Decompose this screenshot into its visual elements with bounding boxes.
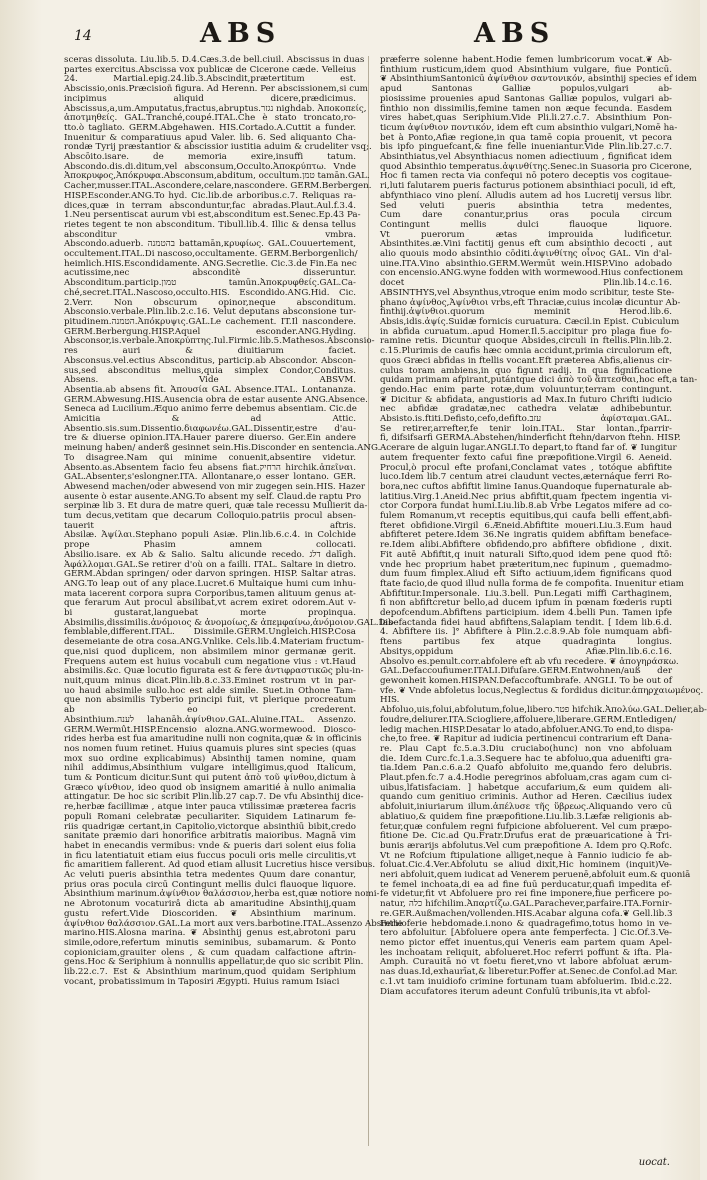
text-line: Absinthium marinum.ἀψίνθιον θαλάσσιον,herba est,quæ notiore nomi- [64, 889, 380, 900]
text-line: tero abfoluitur. [Abfoluere opera ante femperfecta. ] Cic.Of.3.Ve- [380, 928, 672, 939]
text-line: ticum ἀψίνθιον ποντικόν, idem eft cum absinthio vulgari,Nomē ha- [380, 122, 678, 133]
text-line: Frequens autem est huius vocabuli cum negatione vius : vt.Haud [64, 656, 356, 667]
text-line: rietes tegent te non absconditum. Tibull.lib.4. Illic & densa tellus [64, 219, 356, 230]
text-line: absconditur vmbra. [64, 229, 356, 240]
text-line: Absimilis,dissimilis.ἀνόμοιος & ἀνομοίως,& ἀπεμφαίνω,ἀνόμοιον.GAL.Dis- [64, 617, 396, 628]
text-line: ἀποτμηθείς. GAL.Tranché,coupé.ITAL.Che è stato troncato,ro- [64, 113, 356, 124]
text-line: Absento.as.Absentem facio feu absens fiat.הרחיק hirchik.ἀπεῖναι. [64, 462, 356, 473]
text-line: bet à Ponto,Afiæ regione,in qua tamē copia prouenit, vt pecora [380, 132, 672, 143]
text-line: Amicitia & ad Attic. [64, 414, 356, 425]
text-line: abfoluit,iniuriarum illum.ἀπέλυσε τῆς ὕβρεως.Aliquando vero cū [380, 802, 672, 813]
text-line: Abfoluo,uis,folui,abfolutum,folue,libero.פטר hifchik.Ἀπολύω.GAL.Delier,ab- [380, 705, 707, 716]
text-line: ché,secret.ITAL.Nascoso,occulto.HIS. Escondido.ANG.Hid. Cic. [64, 287, 356, 298]
running-head-left: ABS [200, 18, 282, 49]
left-column [64, 55, 407, 1156]
text-line: vocant, probatissimum in Taposiri Ægypti. Huius ramum Isiaci [64, 976, 340, 987]
text-line: Ac veluti pueris absinthia tetra medentes Quum dare conantur, [64, 870, 356, 881]
text-line: fetur,quæ confulem regni fufpicione abfoluerent. Vel cum præpo- [380, 821, 672, 832]
text-line: fulem Romanum,vt receptis equitibus,qui caufa belli effent,abfi- [380, 511, 672, 522]
text-line: in ficu latentiatuit etiam eius fuccus poculi oris melle circulitis,vt [64, 850, 356, 861]
text-line: sceras dissoluta. Liu.lib.5. D.4.Cæs.3.de bell.ciuil. Abscissus in duas [64, 55, 365, 65]
text-line: Absilæ. Ἀψίλαι.Stephano populi Asiæ. Plin.lib.6.c.4. in Colchide [64, 530, 356, 541]
text-line: foudre,deliurer.ITA.Sciogliere,affoluere,liberare.GERM.Entledigen/ [380, 714, 676, 725]
text-line: vnde hec proprium habet præteritum,nec fupinum , quemadmo- [380, 559, 672, 570]
text-line: bunis ærarijs abfolutus.Vel cum præpofitione A. Idem pro Q.Rofc. [380, 840, 672, 851]
text-line: che,to free. ❦ Rapitur ad iudicia pertinencui contrarium eft Dana- [380, 734, 672, 745]
text-line: gustu refert.Vide Dioscoriden. ❦ Absinthium marinum. [64, 908, 356, 919]
text-line: ri,luti falutarem pueris facturus potionem absinthiaci poculi, id eft, [380, 181, 676, 192]
text-line: que non absimilis Tyberio principi fuit, vt plerique procreatum [64, 695, 356, 706]
text-line: nec abfidæ gradatæ,nec cathedra velatæ adhibebuntur. [380, 404, 672, 415]
text-line: Absitys,oppidum Afiæ.Plin.lib.6.c.16. [380, 646, 672, 657]
text-line: GAL.Absenter,s'eslongner.ITA. Allontanare,o esser lontano. GER. [64, 472, 356, 483]
text-line: Cacher,musser.ITAL.Ascondere,celare,nascondere. GERM.Berbergen. [64, 181, 372, 192]
text-line: re.GER.Außmachen/vollenden.HIS.Acabar alguna cofa.❦ Gell.lib.3 [380, 908, 673, 919]
text-line: Seneca ad Lucilium.Æquo animo ferre debemus absentiam. Cic.de [64, 404, 357, 415]
text-columns [64, 55, 707, 1156]
text-line: Absconsor,is.verbale.Ἀποκρύπτης.Iul.Firmic.lib.5.Mathesos.Absconsio- [64, 336, 375, 347]
text-line: GERM.Berbergung.HISP.Aquel esconder.ANG.Hyding. [64, 326, 356, 337]
text-line: ramine retis. Dicuntur quoque Absides,circuli in ftellis.Plin.lib.2. [380, 336, 672, 347]
text-line: Absens. Vide ABSVM. [64, 375, 356, 386]
text-line: riis quadrigæ certant,in Capitolio,victorque absinthiū bibit,credo [64, 821, 356, 832]
text-line: die. Idem Curc.fc.1.a.3.Sequere hac te abfoluo,qua aduenifti gra- [380, 753, 672, 764]
text-line: Ἀφάλλομαι.GAL.Se retirer d'où on a failli. ITAL. Saltare in dietro. [64, 559, 356, 570]
text-line: quidam primam afpirant,putántque dici ἀπὸ τοῦ ἅπτεσθαι,hoc eft,a tan- [380, 375, 698, 386]
text-line: 2.Verr. Non obscurum opinor,neque absconditum. [64, 297, 356, 308]
text-line: GAL.Defaccoufiumer.ITALI.Difuſare.GERM.Entwohnen/auß der [380, 666, 672, 677]
text-line: Absinthiatus,vel Absynthiacus nomen adiectiuum , fignificat idem [380, 152, 672, 163]
text-line: alio quouis modo absinthio cōditi.ἀψινθίτης οἶνος GAL. Vin d'al- [380, 249, 672, 260]
text-line: desemeiante de otra cosa.ANG.Vnlike. Cels.lib.4.Materiam fructum- [64, 637, 364, 648]
text-line: tia.Idem Pan.c.6.a.2 Quafo abfoluito me,quando fero delubris. [380, 763, 672, 774]
text-line: Sed veluti pueris absinthia tetra medentes, [380, 200, 672, 211]
text-line: Ferie ferie hebdomade.i.nono & quadragefimo,totus homo in ve- [380, 918, 672, 929]
text-line: GERM.Abdan springen/ oder darvon springen. HISP. Saltar atras. [64, 569, 356, 580]
text-line: Vt puerorum ætas improuida ludificetur. [380, 229, 672, 240]
text-line: fic amaritiem fallerent. Ad quod etiam allusit Lucretius hisce versibus. [64, 860, 376, 871]
text-line: Contingunt mellis dulci flauoque liquore. [380, 219, 672, 230]
text-line: Abfiftitur.Impersonale. Liu.3.bell. Pun.Legati miffi Carthaginem, [380, 588, 672, 599]
text-line: tum decus,vetitam que decarum Colloquio.patriis procul absen- [64, 511, 356, 522]
text-line: ANG.To leap out of any place.Lucret.6 Multaique humi cum inhu- [64, 578, 356, 589]
text-line: tum & Ponticum dicitur.Sunt qui putent ἀπὸ τοῦ ψίνθου,dictum à [64, 773, 356, 784]
text-line: occultement.ITAL.Di nascoso,occultamente. GERM.Berborgenlich/ [64, 249, 358, 260]
text-line: ledig machen.HISP.Desatar lo atado,abfoluer.ANG.To end,to dispa- [380, 724, 674, 735]
catchword: uocat. [638, 1157, 670, 1168]
text-line: Diam accufatores iterum adeunt Confulū tribunis,ita vt abfol- [380, 986, 651, 997]
page-number: 14 [74, 28, 92, 44]
text-line: rondæ Tyrij præstantior & abscissior iustitia aduim & crudeliter vsq;. [64, 142, 372, 153]
text-line: quod Absinthio temperatus.ἀψινθίτης.Senec.in Suasoria pro Cicerone, [380, 161, 692, 172]
text-line: GERM.Abwesung.HIS.Ausencia obra de estar ausente ANG.Absence. [64, 394, 368, 405]
text-line: finthium rusticum,idem quod Absinthium vulgare, fiue Ponticū. [380, 64, 672, 75]
text-line: serpinæ lib 3. Et dura de matre queri, quæ tale recessu Mullierit da- [64, 501, 368, 512]
text-line: depofcendum.Abfiftens participium. idem 4.belli Pun. Tamen ipfe [380, 608, 672, 619]
text-line: ftens partibus fex atque quadraginta longius. [380, 637, 672, 648]
text-line: copioniciam,grauiter olens , & cum quadam calfactione aftrin- [64, 947, 356, 958]
text-line: tto.ò tagliato. GERM.Abgehawen. HIS.Cortado.A.Cuttit a funder. [64, 122, 356, 133]
text-line: Abscondo.aduerb. בהטמנה battamān,κρυφίως. GAL.Couuertement, [64, 239, 356, 250]
text-line: 4. Abfiftere iis. ]° Abfiftere à Plin.2.c.8.9.Ab fole numquam abfi- [380, 627, 672, 638]
text-line: sanitate præmio dari honorifice arbitratis maioribus. Magnā vim [64, 831, 356, 842]
text-line: apud Santonas Galliæ populos,vulgari ab- [380, 84, 672, 95]
text-line: fe videtur,fit vt Abfoluere pro rei fine imponere,fiue perficere po- [380, 889, 672, 900]
text-line: Absconsio.verbale.Plin.lib.2.c.16. Velut deputans absconsione tur- [64, 307, 356, 318]
text-line: 24. Martial.epig.24.lib.3.Abscindit,prætertitum est. [64, 74, 356, 85]
text-line: 1.Neu persentiscat aurum vbi est,absconditum est.Senec.Ep.43 Pa- [64, 210, 361, 221]
text-line: gewonheit komen.HISPAN.Defaccoftumbrafe. ANGLI. To be out of [380, 676, 672, 686]
text-line: ctor Corpora fundat humi.Liu.lib.8.ab Vrbe Legatos mifere ad co- [380, 501, 672, 512]
text-line: fi, difsifsarfi GERMA.Abstehen/hinderficht ftehn/darvon ftehn. HISP. [380, 433, 681, 444]
text-line: HIS. [380, 695, 400, 706]
text-line: ablatiuo,& quidem fine præpofitione.Liu.lib.3.Læfæ religionis ab- [380, 811, 672, 822]
text-line: bi gustarat,languebat morte propinqua. [64, 608, 356, 619]
text-line: finthio non dissimilis,femine tamen non æque fecunda. Easdem [380, 103, 672, 114]
text-line: nemo pictor effet inuentus,qui Veneris eam partem quam Apel- [380, 937, 672, 948]
page-header [0, 14, 700, 48]
text-line: simile,odore,refertum minutis seminibus, subamarum. & Ponto [64, 937, 356, 948]
text-line: sus,sed absconditus melius,quia simplex Condor,Conditus. [64, 365, 356, 376]
text-line: uibus,lfatisfaciam. ] habetque accufarium,& eum quidem ali- [380, 782, 672, 793]
text-line: Procul,ò procul efte profani,Conclamat vates , totóque abfiftite [380, 462, 672, 473]
text-line: nuit,quum minus dicat.Plin.lib.8.c.33.Eminet rostrum vt in par- [64, 676, 356, 686]
text-line: rides herba est fua amaritudine nulli non cognita,quæ & in officinis [64, 734, 362, 745]
text-line: latitius.Virg.1.Aneid.Nec prius abfiftit,quam fpectem ingentia vi- [380, 491, 672, 502]
text-line: les inchoatam reliquit, abfolueret.Hoc referri poffunt & ifta. Pla- [380, 947, 672, 958]
text-line: ftate facio,de quod illud nulla forma de fe compofita. Inuenitur etiam [380, 578, 684, 589]
text-line: Absisto.is.ftiti.Defisto,cefo,defifto.עזב ἀφίσταμαι.GAL. [380, 414, 672, 425]
text-line: Ἀποκρυφος,Ἀπόκρυφα.Absconsum,abditum, occultum.טמן tamān.GAL. [64, 171, 370, 182]
text-line: ne Abrotonum vocaturirâ dicta ab amaritudine Absinthij,quam [64, 899, 356, 910]
text-line: Plaut.pfen.fc.7 a.4.Hodie peregrinos abfoluam,cras agam cum ci- [380, 773, 672, 784]
text-line: Absis,idis.ἀψίς.Suidæ fornicis curuatura. Cæcil.in Epist. Cubiculum [380, 316, 680, 327]
text-line: c.15.Plurimis de caufis hæc omnia accidunt,primia circulorum eft, [380, 346, 672, 357]
text-line: re,herbæ facillimæ , atque inter pauca vtilissimæ præterea facris [64, 802, 356, 813]
text-line: bis ipfo pinguefcant,& fine felle inueniantur.Vide Plin.lib.27.c.7. [380, 142, 672, 153]
text-line: dices,quæ in terram absconduntur,fac abradas.Plaut.Aul.f.3.4. [64, 200, 356, 211]
text-line: bora,nec cuftos abfiftit limine Ianus.Quandoque fupernaturale ab- [380, 481, 672, 492]
text-line: natur, כלה hifchilim.Ἀπαρτίζω.GAL.Parachever,parfaire.ITA.Fornir- [380, 899, 672, 910]
text-line: Abscissus,a,um.Amputatus,fractus,abruptus.נגזר nighdab. Ἀποκοπείς, [64, 103, 367, 114]
text-line: Absinthium.לענה lahanāh.ἀψίνθιον.GAL.Aluine.ITAL. Assenzo. [64, 714, 356, 725]
text-line: quando cum genitiuo criminis. Author ad Heren. Cæcilius iudex [380, 792, 672, 803]
text-line: con encensio.ANG.wyne fodden with wormewood.Hius confectionem [380, 268, 684, 279]
text-line: GERM.Wermût.HISP.Encensio alozna.ANG.wormewood. Diosco- [64, 724, 356, 735]
text-line: dum fuum fimplex.Aliud eft Sifto actiuum,idem fignificans quod [380, 569, 672, 580]
text-line: nas duas.Id,exhaurīat,& liberetur.Poffer at.Senec.de Confol.ad Mar. [380, 967, 678, 978]
text-line: tauerit aftris. [64, 520, 356, 531]
text-line: ABSINTHYS,vel Absynthus,vtroque enim modo scribitur, teste Ste- [380, 287, 675, 298]
text-line: Græco ψίνθιον, ideo quod ob insignem amaritié à nullo animalia [64, 782, 356, 793]
text-line: prope Phasim amnem collocati. [64, 540, 356, 551]
right-column [380, 55, 707, 1156]
text-line: te femel inchoata,di ea ad fine fuū perducatur,quafi impedita ef- [380, 879, 672, 890]
text-line: vires habet,quas Seriphium.Vide Pli.li.27.c.7. Absinthium Pon- [380, 113, 672, 124]
text-line: nos nomen fuum retinet. Huius quamuis plures sint species (quas [64, 743, 356, 754]
text-line: Fit autē Abfiftit,q inuit naturali Sifto,quod idem pene quod ftō: [380, 549, 672, 560]
text-line: foluat.Cic.4.Ver.Abfolutu se aliud dixit,Hic hominem (inquit)Ve- [380, 860, 672, 871]
text-line: acutissime,nec absconditè disseruntur. [64, 268, 356, 279]
text-line: Abscondo.dis.di.ditum,vel absconsum,Occulto.Ἀποκρύπτω. Vnde [64, 161, 356, 172]
text-line: que ferarum Aut procul absilibat,vt acrem exiret odorem.Aut v- [64, 598, 356, 609]
text-line: luco.Idem lib.7 centum atrei claudunt vectes,æternáque ferri Ro- [380, 472, 672, 483]
text-line: Absconditum.particip.טמון tamūn.Ἀποκρυφθείς.GAL.Ca- [64, 278, 356, 289]
text-line: femblable,different.ITAL. Dissimile.GERM.Ungleich.HISP.Cosa [64, 627, 356, 638]
text-line: To disagree.Nam qui minime conuenit,absentire videtur. [64, 452, 356, 463]
text-line: finthij.ἀψίνθιοι.quorum meminit Herod.lib.6. [380, 307, 672, 318]
text-line: gens.Hoc & Seriphium à nonnullis appellatur,de quo sic scribit Plin. [64, 957, 364, 968]
text-line: HISP.Esconder.ANG.To hyd. Cic.lib.de arboribus.c.7. Reliquas ra- [64, 190, 356, 201]
text-line: uine.ITA.Vino absinthio.GERM.Wermūt wein.HISP.Vino adobado [380, 258, 672, 269]
text-line: Hoc fi tamen recta via confequi nō potero deceptis vos cogitaue- [380, 171, 672, 182]
text-line: phano ἀψίνθος,Ἀψίνθιοι vrbs,eft Thraciæ,cuius incolæ dicuntur Ab- [380, 297, 681, 308]
text-line: abfynthiaco vino plení. Alludis autem ad hos Lucretij versus libr. [380, 190, 672, 201]
text-line: Cum dare conantur,prius oras pocula circum [380, 210, 672, 221]
text-line: pitudinem.הטמנה.Ἀπόκρυψις.GAL.Le cachement. IT.Il nascondere. [64, 316, 356, 327]
text-line: mata iacerent corpora supra Corporibus,tamen alituum genus at- [64, 588, 356, 599]
text-line: partes exercitus.Abscissa vox publicæ de Cicerone cæde. Velleius [64, 64, 356, 75]
text-line: heimlich.HIS.Escondidamente. ANG.Secretlie. Cic.3.de Fin.Ea nec [64, 258, 357, 269]
text-line: tre & diuerse opinion.ITA.Hauer parere diuerso. Ger.Ein andere [64, 433, 356, 444]
running-head-right: ABS [474, 18, 556, 49]
text-line: uo haud absimile sullo.hoc est alde simile. Suet.in Othone Tam- [64, 685, 356, 696]
text-line: fitione De. Cic.ad Qu.Fratr.Drufus erat de præuaricatione à Tri- [380, 831, 672, 842]
text-line: re. Plau Capt fc.5.a.3.Diu cruciabo(hunc) non vno abfoluam [380, 743, 672, 754]
text-line: Abscissio,onis.Præcisioñ figura. Ad Herenn. Per abscissionem,si cum [64, 84, 368, 95]
text-line: Acerare de alguin lugar.ANGLI.To depart,to ftand far of. ❦ Iungitur [380, 443, 677, 454]
text-line: ❦ Dicitur & abfidata, angustioris ad Max.In futuro Chrifti iudicio [380, 394, 672, 405]
text-line: re.Idem alibi.Abfiftere obfidendo,pro abfiftere obfidione , dixit. [380, 540, 672, 551]
text-line: c.1.vt tam inuidiofo crimine fortunam tuam abfoluerim. Ibid.c.22. [380, 976, 672, 987]
text-line: ab eo crederent. [64, 705, 356, 716]
text-line: fteret obfidione.Virgil 6.Æneid.Abfiftite moueri.Liu.3.Eum haud [380, 520, 672, 531]
text-line: fi non abfiftcretur bello,ad ducem ipfum in pœnam fœderis rupti [380, 598, 672, 609]
text-line: culus toram ambiens,in quo figunt radij. In qua fignificatione [380, 365, 672, 376]
text-line: abfifteret petere.Idem 36.Ne ingratis quidem abfiftam beneface- [380, 530, 672, 541]
text-line: prius oras pocula circū Contingunt mellis dulci flauoque liquore. [64, 879, 356, 890]
text-line: res auri & diuitiarum faciet. [64, 346, 356, 357]
text-line: habet in enecandis vermibus: vnde & pueris dari solent eius folia [64, 840, 356, 851]
text-line: absimilis.&c. Quæ locutio figurata est & fere ἀντιφραστικῶς plu-in- [64, 666, 364, 677]
text-line: Se retirer,arrefter,fe tenir loin.ITAL. Star lontan.,fparrir- [380, 423, 672, 434]
text-line: præferre solenne habent.Hodie femen lumbricorum vocat.❦ Ab- [380, 55, 672, 65]
text-line: ἀψίνθιον θαλάσσιον.GAL.La mort aux vers.barbotine.ITAL.Assenzo Absinthio [64, 918, 407, 929]
text-line: ❦ AbsinthiumSantonicū ἀψίνθιον σαντονικόν, absinthij species ef idem [380, 74, 697, 85]
text-line: attingatur. De hoc sic scribit Plin.lib.27 cap.7. De vfu Absinthij dice- [64, 792, 364, 803]
text-line: mox suo ordine explicabimus) Absinthij tamen nomine, quam [64, 753, 356, 764]
text-line: in abfida curuatum..apud Homer.Il.5.accipitur pro plaga fiue fo- [380, 326, 672, 337]
text-line: Abwesend machen/oder abwesend von mir zugegen sein.HIS. Hazer [64, 481, 366, 492]
text-line: incipimus aliquid dicere,prædicimus. [64, 93, 356, 104]
text-line: Abscōito.isare. de memoria exire,insuffi tatum. [64, 152, 356, 163]
text-line: quos Græci abfidas in ftellis vocant.Eft præterea Abfis,alienus cir- [380, 355, 672, 366]
text-line: labefactanda fidei haud abfiftens,Salapiam tendit. [ Idem lib.6.d. [380, 617, 672, 628]
text-line: docet Plin.lib.14.c.16. [380, 278, 672, 289]
text-line: Absilio.isare. ex Ab & Salio. Saltu alicunde recedo. דלג dalīgh. [64, 549, 356, 560]
text-line: meinung haben/ anderß gesinnet sein.His.Disconder en sentencia.ANG. [64, 443, 381, 454]
text-line: ausente ò estar ausente.ANG.To absent my self. Claud.de raptu Pro [64, 491, 362, 502]
text-line: Absentia.ab absens fit. Ἀπουσία GAL Absence.ITAL. Lontananza. [64, 384, 356, 395]
text-line: vfe. ❦ Vnde abfoletus locus,Neglectus & fordidus dicitur.ἀπηρχαιωμένος. [380, 685, 704, 696]
text-line: autem frequenter fexto cafui fine præpofitione.Virgil 6. Aeneid. [380, 452, 672, 463]
text-line: piosissime prouenies apud Santonas Galliæ populos, vulgari ab- [380, 93, 672, 104]
text-line: Vt ne Rofcium ftipulatione alliget,neque à Fannio iudicio fe ab- [380, 850, 672, 861]
text-line: populi Romani celebratæ peculiariter. Siquidem Latinarum fe- [64, 811, 356, 822]
text-line: Absconsus.vel.ectius Absconditus, particip.ab Abscondor. Abscon- [64, 355, 356, 366]
text-line: marino.HIS.Alosna marina. ❦ Absinthij genus est,abrotoni paru [64, 928, 356, 939]
text-line: nihil addimus,Absinthium vulgare intelligimus,quod Italicum, [64, 763, 356, 774]
text-line: Absentio.sis.sum.Dissentio.διαφωνέω.GAL.Dissentir,estre d'au- [64, 423, 356, 434]
text-line: Amph. Curauitā no vt foetu fieret,vno vt labore abfoluat ærum- [380, 957, 672, 968]
text-line: Absolvo es.penult.corr.abfolere eft ab vfu recedere. ❦ ἀπογηράσκω. [380, 656, 679, 667]
text-line: gendo.Hac enim parte rotæ,dum voluuntur,terram contingunt. [380, 384, 672, 395]
text-line: Inuenitur & comparatiuus apud Valer. lib. 6. Sed aliquanto Cha- [64, 132, 356, 143]
text-line: Absinthites.æ.Vini factitij genus eft cum absinthio decocti , aut [380, 239, 672, 250]
text-line: neri abfoluit,quem iudicat ad Venerem peruenē,abfoluit eum.& quoniā [380, 870, 691, 881]
text-line: lib.22.c.7. Est & Absinthium marinum,quod quidam Seriphium [64, 967, 356, 978]
text-line: que,nisi quod duplicem, non absimilem minor germanæ gerit. [64, 646, 356, 657]
